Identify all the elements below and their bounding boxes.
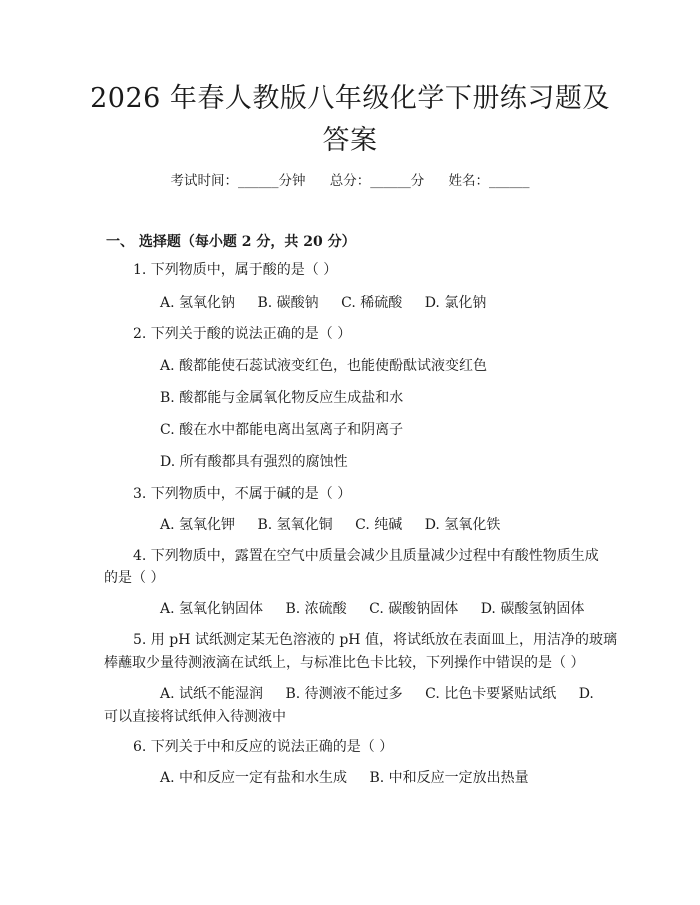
question-3: 3. 下列物质中，不属于碱的是（ ） [133,486,352,502]
option-c: C. 酸在水中都能电离出氢离子和阴离子 [160,422,404,438]
question-2: 2. 下列关于酸的说法正确的是（ ） [133,326,352,342]
question-4-line-1: 4. 下列物质中，露置在空气中质量会减少且质量减少过程中有酸性物质生成 [133,548,599,564]
exam-time: 考试时间：______分钟 [170,173,306,189]
section-heading: 一、 选择题（每小题 2 分，共 20 分） [106,234,356,250]
question-5-line-2: 棒蘸取少量待测液滴在试纸上，与标准比色卡比较，下列操作中错误的是（ ） [104,655,585,671]
option-b: B. 待测液不能过多 [285,686,403,702]
question-6: 6. 下列关于中和反应的说法正确的是（ ） [133,739,394,755]
question-4-options [160,598,602,621]
question-1: 1. 下列物质中，属于酸的是（ ） [133,262,338,278]
option-b: B. 中和反应一定放出热量 [369,770,529,786]
option-a: A. 中和反应一定有盐和水生成 [160,770,348,786]
question-6-options [160,767,547,790]
option-b: B. 酸都能与金属氧化物反应生成盐和水 [160,390,404,406]
option-c: C. 比色卡要紧贴试纸 [425,686,557,702]
total-score: 总分：______分 [329,173,425,189]
question-4-line-2: 的是（ ） [104,570,165,586]
option-d: D. 氢氧化铁 [424,517,501,533]
option-a: A. 氢氧化钾 [160,517,236,533]
question-5-line-1: 5. 用 pH 试纸测定某无色溶液的 pH 值，将试纸放在表面皿上，用洁净的玻璃 [133,632,617,648]
option-b: B. 碳酸钠 [257,295,319,311]
option-d: D. 所有酸都具有强烈的腐蚀性 [160,454,348,470]
option-d: D. [578,686,594,702]
option-a: A. 氢氧化钠 [160,295,236,311]
option-b: B. 氢氧化铜 [257,517,333,533]
question-1-options [160,292,504,315]
option-d: D. 碳酸氢钠固体 [480,601,585,617]
option-c: C. 纯碱 [355,517,403,533]
option-a: A. 氢氧化钠固体 [160,601,264,617]
student-name: 姓名：______ [448,173,530,189]
option-d-continued: 可以直接将试纸伸入待测液中 [104,709,286,725]
option-d: D. 氯化钠 [424,295,487,311]
option-b: B. 浓硫酸 [285,601,347,617]
page-title: 2026 年春人教版八年级化学下册练习题及答案 [90,83,610,156]
option-a: A. 试纸不能湿润 [160,686,264,702]
question-3-options [160,514,518,537]
option-c: C. 稀硫酸 [341,295,403,311]
exam-info [0,169,700,189]
option-c: C. 碳酸钠固体 [369,601,459,617]
option-a: A. 酸都能使石蕊试液变红色，也能使酚酞试液变红色 [160,358,488,374]
question-5-options [160,683,612,706]
